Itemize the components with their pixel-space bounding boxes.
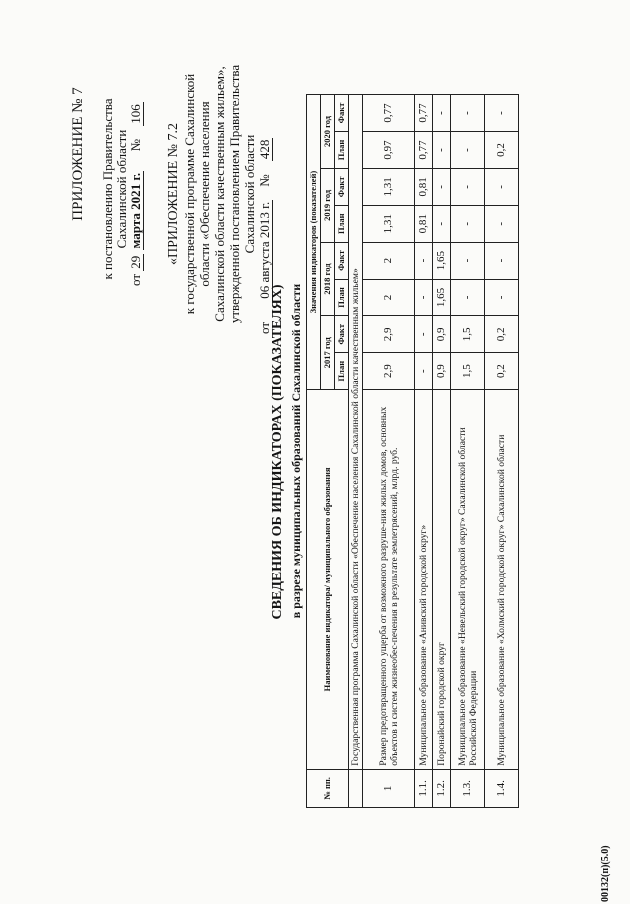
table-row (415, 95, 433, 808)
sub-date-prefix: от (257, 321, 272, 334)
header-fact: Факт (335, 242, 349, 279)
fact-value: 0,77 (363, 95, 415, 132)
plan-value: - (451, 205, 485, 242)
appendix-line-2: Сахалинской области (114, 129, 129, 249)
row-name: Поронайский городской округ (433, 390, 451, 770)
plan-value: 0,2 (485, 353, 519, 390)
program-row (349, 95, 363, 808)
fact-value: - (485, 95, 519, 132)
fact-value: 0,77 (415, 95, 433, 132)
plan-value: - (451, 132, 485, 169)
fact-value: 2,9 (363, 316, 415, 353)
sub-appendix-line-4: утвержденной постановлением Правительства (227, 64, 242, 324)
header-num: № пп. (307, 769, 349, 807)
plan-value: 0,9 (433, 353, 451, 390)
plan-value: 1,31 (363, 205, 415, 242)
header-year: 2018 год (321, 242, 335, 316)
appendix-title: ПРИЛОЖЕНИЕ № 7 (70, 87, 86, 221)
header-values: Значения индикаторов (показателей) (307, 95, 321, 390)
table-body (363, 95, 519, 808)
sub-appendix-line-5: Сахалинской области (242, 134, 257, 254)
date-prefix: от (128, 273, 143, 286)
table-caption-row (291, 95, 307, 808)
table-row (363, 95, 415, 808)
header-fact: Факт (335, 316, 349, 353)
fact-value: 1,31 (363, 168, 415, 205)
plan-value: - (415, 279, 433, 316)
plan-value: 0,97 (363, 132, 415, 169)
appendix-date-line (128, 6, 144, 286)
row-number: 1.4. (485, 769, 519, 807)
fact-value: - (485, 242, 519, 279)
indicators-table (291, 94, 519, 808)
number-prefix: № (128, 139, 143, 152)
sub-appendix-line-3: Сахалинской области качественным жильем», (212, 66, 227, 322)
row-number: 1.3. (451, 769, 485, 807)
fact-value: 2 (363, 242, 415, 279)
document-code: 00132(п)(5.0) (600, 845, 611, 902)
sub-date-value: 06 августа 2013 г. (257, 201, 272, 299)
fact-value: - (451, 242, 485, 279)
header-name: Наименование индикатора/ муниципального образования (307, 390, 349, 770)
date-rest: марта 2021 г. (128, 172, 143, 249)
table-row (433, 95, 451, 808)
row-number: 1.1. (415, 769, 433, 807)
fact-value: 0,2 (485, 316, 519, 353)
plan-value: 1,65 (433, 279, 451, 316)
plan-value: 1,5 (451, 353, 485, 390)
row-name: Муниципальное образование «Холмский городской округ» Сахалинской области (485, 390, 519, 770)
row-number: 1 (363, 769, 415, 807)
header-year: 2019 год (321, 168, 335, 242)
plan-value: - (485, 279, 519, 316)
row-number: 1.2. (433, 769, 451, 807)
plan-value: 2,9 (363, 353, 415, 390)
row-name: Муниципальное образование «Анивский городской округ» (415, 390, 433, 770)
program-name: Государственная программа Сахалинской области «Обеспечение населения Сахалинской области качественным жильем» (349, 95, 363, 770)
fact-value: - (451, 95, 485, 132)
row-name: Муниципальное образование «Невельский городской округ» Сахалинской области Российской Федерации (451, 390, 485, 770)
fact-value: 0,9 (433, 316, 451, 353)
table-row (451, 95, 485, 808)
fact-value: - (415, 242, 433, 279)
plan-value: 0,77 (415, 132, 433, 169)
header-fact: Факт (335, 168, 349, 205)
header-plan: План (335, 353, 349, 390)
header-plan: План (335, 132, 349, 169)
table-row (485, 95, 519, 808)
header-year: 2017 год (321, 316, 335, 390)
header-fact: Факт (335, 95, 349, 132)
header-plan: План (335, 205, 349, 242)
fact-value: - (433, 95, 451, 132)
page-subtitle: в разрезе муниципальных образований Сахалинской области (289, 283, 303, 619)
sub-appendix-line-1: к государственной программе Сахалинской (182, 73, 197, 315)
fact-value: 0,81 (415, 168, 433, 205)
page-title: СВЕДЕНИЯ ОБ ИНДИКАТОРАХ (ПОКАЗАТЕЛЯХ) (270, 284, 285, 620)
fact-value: - (433, 168, 451, 205)
header-row-1 (307, 95, 321, 808)
plan-value: - (433, 132, 451, 169)
fact-value: - (485, 168, 519, 205)
sub-appendix-title: «ПРИЛОЖЕНИЕ № 7.2 (166, 123, 181, 265)
plan-value: 2 (363, 279, 415, 316)
appendix-line-1: к постановлению Правительства (100, 98, 115, 280)
number-value: 106 (128, 104, 143, 124)
fact-value: - (451, 168, 485, 205)
plan-value: - (451, 279, 485, 316)
sub-appendix-line-2: области «Обеспечение населения (197, 101, 212, 287)
program-num-cell (349, 769, 363, 807)
row-name: Размер предотвращенного ущерба от возможного разруше-ния жилых домов, основных объектов и систем жизнеобес-печения в результате землетрясений, млрд. руб. (363, 390, 415, 770)
header-year: 2020 год (321, 95, 335, 169)
fact-value: 1,65 (433, 242, 451, 279)
sub-number-prefix: № (257, 174, 272, 187)
header-plan: План (335, 279, 349, 316)
sub-number-value: 428 (257, 139, 272, 160)
fact-value: 1,5 (451, 316, 485, 353)
plan-value: - (415, 353, 433, 390)
fact-value: - (415, 316, 433, 353)
plan-value: 0,2 (485, 132, 519, 169)
plan-value: 0,81 (415, 205, 433, 242)
plan-value: - (485, 205, 519, 242)
plan-value: - (433, 205, 451, 242)
date-day: 29 (128, 255, 143, 269)
